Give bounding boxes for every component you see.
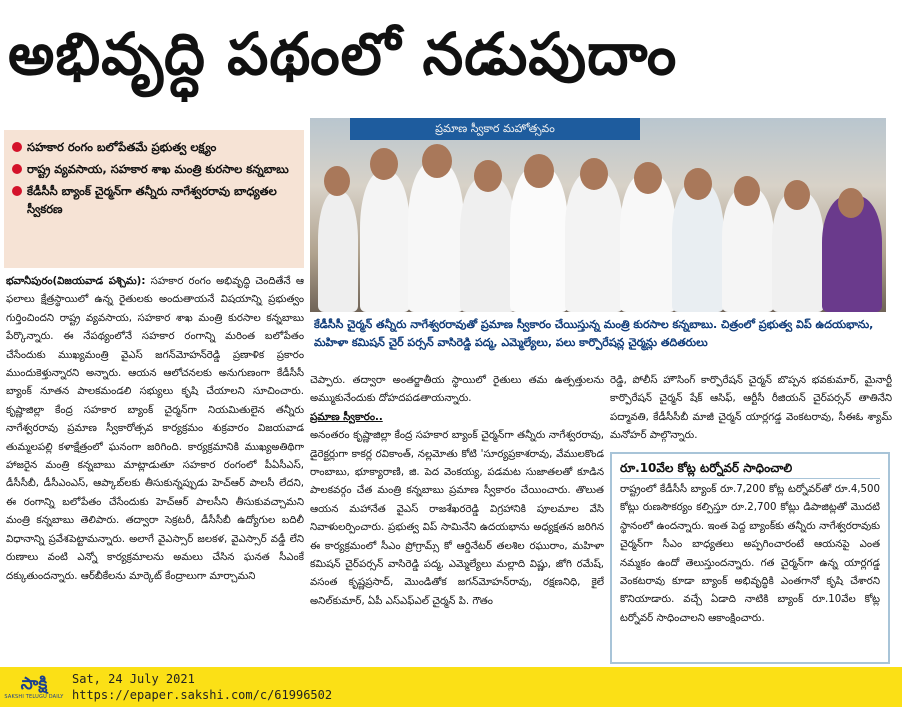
sidebar-box — [610, 452, 890, 664]
highlights-box — [4, 130, 304, 268]
photo-head — [684, 168, 712, 200]
photo-head — [838, 188, 864, 218]
box-title: రూ.10వేల కోట్ల టర్నోవర్ సాధించాలి — [620, 458, 880, 479]
photo-head — [324, 166, 350, 196]
photo-banner: ప్రమాణ స్వీకార మహోత్సవం — [350, 118, 640, 140]
news-photo — [310, 118, 886, 312]
highlight-text: సహకార రంగం బలోపేతమే ప్రభుత్వ లక్ష్యం — [27, 140, 217, 154]
logo-mark: సాక్షి — [20, 673, 48, 694]
article-text: సహకార రంగం అభివృద్ధి చెందితేనే ఆ ఫలాలు క్షేత్రస్థాయిలో ఉన్న రైతులకు అందుతాయనే విషయాన్ని ప్రభుత్వం గుర్తించిందని రాష్ట్ర వ్యవసాయ, సహకార శాఖ మంత్రి కురసాల కన్నబాబు పేర్కొన్నారు. ఈ నేపథ్యంలోనే సహకార రంగాన్ని మరింత బలోపేతం చేసేందుకు ముఖ్యమంత్రి వైఎస్ జగన్‌మోహన్‌రెడ్డి ప్రణాళిక ప్రకారం ముందుకెళ్తున్నారని అన్నారు. ఆయన ఆలోచనలకు అనుగుణంగా కేడీసీసీ బ్యాంక్ నూతన పాలకమండలి సభ్యులు కృషి చేయాలని సూచించారు. కృష్ణాజిల్లా కేంద్ర సహకార బ్యాంక్ చైర్మన్‌గా నియమితులైన తన్నీరు నాగేశ్వరరావు ప్రమాణ స్వీకారోత్సవ కార్యక్రమం శుక్రవారం విజయవాడ తుమ్మలపల్లి కళాక్షేత్రంలో ఘనంగా జరిగింది. కార్యక్రమానికి ముఖ్యఅతిథిగా హాజరైన మంత్రి కన్నబాబు మాట్లాడుతూ సహకార రంగంలో పీఏసీఎస్, డీసీసీబీ, డీసీఎంఎస్, ఆప్కాబ్‌లకు తీసుకున్నప్పుడు హెచ్ఆర్ పాలసీ లేదని, ఈ రంగాన్ని బలోపేతం చేసేందుకు హెచ్ఆర్ పాలసీని తీసుకువచ్చామని మంత్రి కన్నబాబు తెలిపారు. తద్వారా సెక్రటరీ, డీసీసీబీ ఉద్యోగుల బదిలీ విధానాన్ని ప్రవేశపెట్టామన్నారు. అలాగే వైఎస్సార్ జలకళ, వైఎస్సార్ వడ్డీ లేని రుణాలు వంటి ఎన్నో కార్యక్రమాలను అమలు చేసిన ఘనత సీఎంకే దక్కుతుందన్నారు. ఆర్‌బీకేలను మార్కెట్ కేంద్రాలుగా మార్చామని — [6, 276, 304, 582]
photo-head — [784, 180, 810, 210]
photo-person — [772, 192, 824, 312]
photo-person — [620, 174, 676, 312]
highlight-text: రాష్ట్ర వ్యవసాయ, సహకార శాఖ మంత్రి కురసాల కన్నబాబు — [27, 162, 289, 176]
article-text: చెప్పారు. తద్వారా అంతర్జాతీయ స్థాయిలో రైతులు తమ ఉత్పత్తులను అమ్ముకునేందుకు దోహదపడతాయన్నారు. — [310, 375, 604, 405]
photo-person — [460, 177, 516, 312]
headline: అభివృద్ధి పథంలో నడుపుదాం — [8, 20, 678, 88]
article-text: రెడ్డి, పోలీస్ హౌసింగ్ కార్పొరేషన్ చైర్మన్ బొప్పన భవకుమార్, మైనార్టీ కార్పొరేషన్ చైర్మన్ షేక్ ఆసిఫ్, ఆర్టీసీ రీజియన్ చైర్‌పర్సన్ తాతినేని పద్మావతి, కేడీసీసీబీ మాజీ చైర్మన్ యార్లగడ్డ వెంకటరావు, సీఈఓ శ్యామ్ మనోహర్ పాల్గొన్నారు. — [610, 375, 892, 442]
photo-person — [565, 172, 623, 312]
photo-person — [318, 192, 358, 312]
bullet-dot-icon — [12, 186, 22, 196]
photo-head — [422, 144, 452, 178]
article-column-1 — [6, 273, 304, 665]
article-column-3 — [610, 372, 892, 446]
sakshi-logo[interactable] — [4, 668, 64, 706]
photo-person — [510, 167, 568, 312]
dateline: భవానీపురం(విజయవాడ పశ్చిమ): — [6, 276, 146, 287]
photo-person — [360, 172, 410, 312]
article-text: అనంతరం కృష్ణాజిల్లా కేంద్ర సహకార బ్యాంక్ చైర్మన్‌గా తన్నీరు నాగేశ్వరరావు, డైరెక్టర్లుగా కాకర్ల రవికాంత్, నల్లమోతు కోటి 'సూర్యప్రకాశరావు, వేములకొండ రాంబాబు, భూక్యారాణి, జి. పెద వెంకయ్య, పడమట సుజాతలతో కూడిన పాలకవర్గం చేత మంత్రి కన్నబాబు ప్రమాణ స్వీకారం చేయించారు. తొలుత ఆయన మహానేత వైఎస్ రాజశేఖరరెడ్డి విగ్రహానికి పూలమాల వేసి నివాళులర్పించారు. ప్రభుత్వ విప్ సామినేని ఉదయభాను అధ్యక్షతన జరిగిన ఈ కార్యక్రమంలో సీఎం ప్రోగ్రామ్స్ కో ఆర్డినేటర్ తలశిల రఘురాం, మహిళా కమిషన్ చైర్‌పర్సన్ వాసిరెడ్డి పద్మ, ఎమ్మెల్యేలు మల్లాది విష్ణు, జోగి రమేష్, వసంత కృష్ణప్రసాద్, మొండితోక జగన్‌మోహన్‌రావు, రక్షణనిధి, కైలే అనిల్‌కుమార్, ఏపీ ఎస్ఎఫ్ఎల్ చైర్మన్ పి. గౌతం — [310, 430, 604, 607]
photo-person — [722, 188, 774, 312]
highlight-item — [12, 138, 296, 156]
highlight-item — [12, 160, 296, 178]
photo-head — [634, 162, 662, 194]
highlight-text: కేడీసీసీ బ్యాంక్ చైర్మన్‌గా తన్నీరు నాగేశ్వరరావు బాధ్యతల స్వీకరణ — [27, 184, 277, 216]
bullet-dot-icon — [12, 142, 22, 152]
photo-caption: కేడీసీసీ చైర్మన్ తన్నీరు నాగేశ్వరరావుతో ప్రమాణ స్వీకారం చేయిస్తున్న మంత్రి కురసాల కన్నబాబు. చిత్రంలో ప్రభుత్వ విప్ ఉదయభాను, మహిళా కమిషన్ చైర్ పర్సన్ వాసిరెడ్డి పద్మ, ఎమ్మెల్యేలు, పలు కార్పొరేషన్ల చైర్మన్లు తదితరులు — [314, 318, 874, 349]
box-text: రాష్ట్రంలో కేడీసీసీ బ్యాంక్ రూ.7,200 కోట్ల టర్నోవర్‌తో రూ.4,500 కోట్లు రుణసౌకర్యం కల్పిస్తూ రూ.2,700 కోట్లు డిపాజిట్లతో మొదటి స్థానంలో ఉందన్నారు. ఇంత పెద్ద బ్యాంక్‌కు తన్నీరు నాగేశ్వరరావుకు చైర్మన్‌గా సీఎం బాధ్యతలు అప్పగించారంటే ఆయనపై ఎంత నమ్మకం ఉందో తెలుస్తుందన్నారు. గత చైర్మన్‌గా ఉన్న యార్లగడ్డ వెంకటరావు కూడా బ్యాంక్ అభివృద్ధికి ఎంతగానో కృషి చేశారని కొనియాడారు. వచ్చే ఏడాది నాటికి బ్యాంక్ రూ.10వేల కోట్ల టర్నోవర్ సాధించాలని ఆకాంక్షించారు. — [620, 484, 880, 624]
photo-head — [370, 148, 398, 180]
bullet-dot-icon — [12, 164, 22, 174]
section-subhead: ప్రమాణ స్వీకారం.. — [310, 411, 383, 423]
photo-head — [474, 160, 502, 192]
source-url[interactable]: https://epaper.sakshi.com/c/61996502 — [72, 688, 333, 702]
footer-bar — [0, 667, 902, 707]
photo-person — [408, 162, 464, 312]
photo-head — [580, 158, 608, 190]
photo-person — [672, 182, 724, 312]
photo-head — [524, 154, 554, 188]
photo-head — [734, 176, 760, 206]
highlight-item — [12, 182, 296, 218]
edition-date: Sat, 24 July 2021 — [72, 672, 195, 686]
logo-subtitle: SAKSHI TELUGU DAILY — [4, 693, 64, 700]
article-column-2 — [310, 372, 604, 666]
footer-info — [72, 671, 332, 703]
